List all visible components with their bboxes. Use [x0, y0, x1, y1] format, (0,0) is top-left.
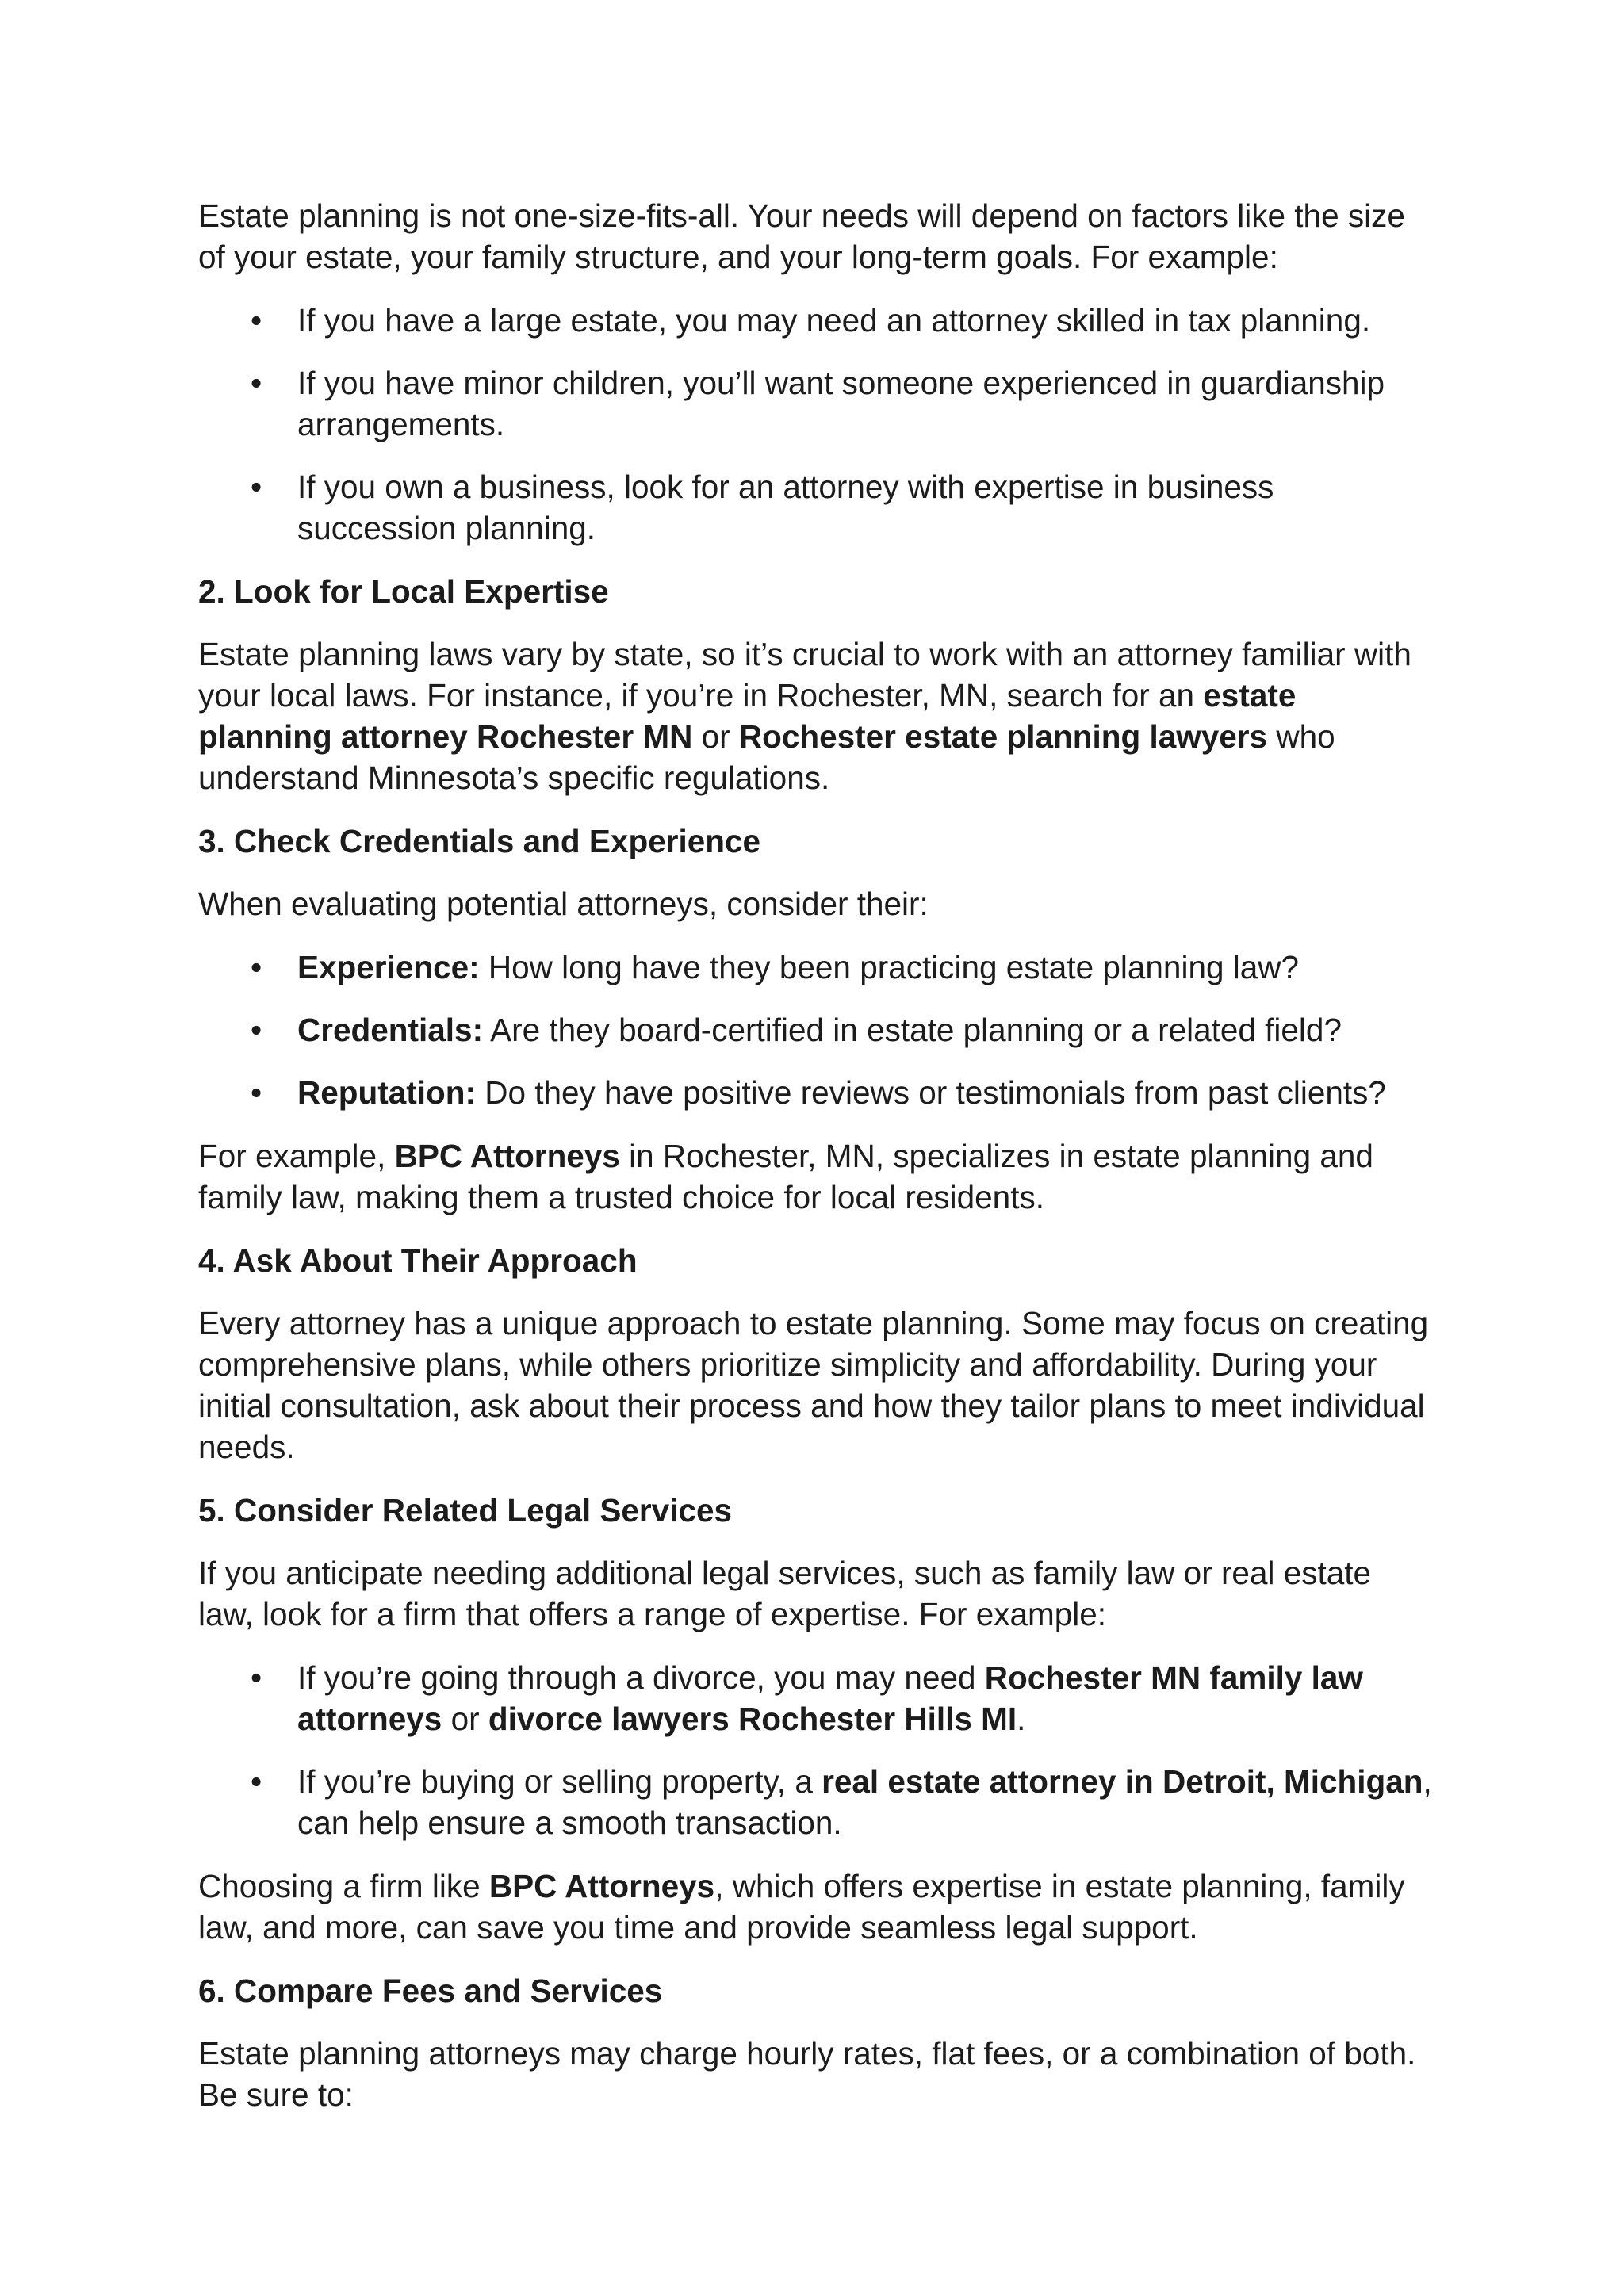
section-paragraph: Every attorney has a unique approach to estate planning. Some may focus on creating comprehensive plans, while others prioritize simplicity and affordability. During your initial consultation, ask about their process and how they tailor plans to meet individual needs.: [198, 1305, 1429, 1465]
bullet-icon: •: [251, 302, 262, 339]
list-item: • Experience: How long have they been practicing estate planning law?: [198, 947, 1435, 988]
list-item: • Credentials: Are they board-certified in estate planning or a related field?: [198, 1009, 1435, 1050]
section-paragraph: Estate planning attorneys may charge hourly rates, flat fees, or a combination of both. Be sure to:: [198, 2035, 1416, 2113]
list-item: • If you’re going through a divorce, you may need Rochester MN family law attorneys or divorce lawyers Rochester Hills MI.: [198, 1657, 1435, 1739]
section-heading: 3. Check Credentials and Experience: [198, 823, 761, 859]
bullet-icon: •: [251, 1074, 262, 1111]
section-paragraph: If you anticipate needing additional legal services, such as family law or real estate law, look for a firm that offers a range of expertise. For example:: [198, 1555, 1372, 1632]
intro-paragraph: Estate planning is not one-size-fits-all. Your needs will depend on factors like the size of your estate, your family structure, and your long-term goals. For example:: [198, 197, 1405, 275]
section-paragraph: Choosing a firm like BPC Attorneys, which offers expertise in estate planning, family law, and more, can save you time and provide seamless legal support.: [198, 1868, 1405, 1946]
services-list: [198, 1657, 1435, 1843]
bullet-icon: •: [251, 469, 262, 505]
credentials-list: [198, 947, 1435, 1113]
bullet-icon: •: [251, 1012, 262, 1048]
bullet-icon: •: [251, 1763, 262, 1800]
section-paragraph: For example, BPC Attorneys in Rochester, MN, specializes in estate planning and family law, making them a trusted choice for local residents.: [198, 1138, 1373, 1215]
bullet-icon: •: [251, 1659, 262, 1696]
document-body: [198, 195, 1435, 2137]
section-heading: 6. Compare Fees and Services: [198, 1973, 663, 2009]
bullet-icon: •: [251, 949, 262, 985]
list-item: • If you’re buying or selling property, a real estate attorney in Detroit, Michigan, can help ensure a smooth transaction.: [198, 1761, 1435, 1843]
section-heading: 5. Consider Related Legal Services: [198, 1492, 733, 1529]
section-paragraph: When evaluating potential attorneys, consider their:: [198, 886, 929, 922]
bullet-icon: •: [251, 365, 262, 401]
intro-list: [198, 300, 1435, 549]
list-item: • Reputation: Do they have positive reviews or testimonials from past clients?: [198, 1072, 1435, 1113]
section-heading: 4. Ask About Their Approach: [198, 1242, 638, 1279]
section-paragraph: Estate planning laws vary by state, so it’s crucial to work with an attorney familiar with your local laws. For instance, if you’re in Rochester, MN, search for an estate planning attorney Rochester MN or Rochester estate planning lawyers who understand Minnesota’s specific regulations.: [198, 636, 1411, 796]
section-heading: 2. Look for Local Expertise: [198, 573, 609, 610]
list-item: • If you have a large estate, you may need an attorney skilled in tax planning.: [198, 300, 1435, 341]
list-item: • If you have minor children, you’ll want someone experienced in guardianship arrangements.: [198, 362, 1435, 445]
list-item: • If you own a business, look for an attorney with expertise in business succession planning.: [198, 466, 1435, 549]
